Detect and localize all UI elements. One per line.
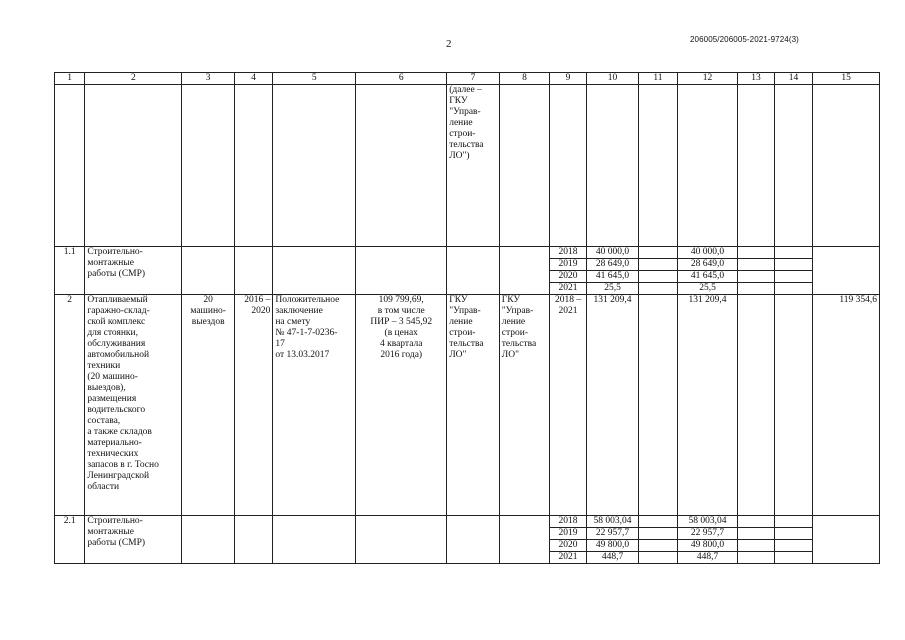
year-cell: 2021 [550, 552, 586, 564]
document-id: 206005/206005-2021-9724(3) [690, 35, 799, 44]
table-cell [738, 528, 774, 540]
value-cell: 40 000,0 [677, 247, 738, 259]
table-cell [774, 540, 812, 552]
customer-cell: ГКУ "Управ- ление строи- тельства ЛО" [447, 295, 500, 516]
header-cell: 15 [813, 73, 880, 85]
table-cell [639, 295, 677, 516]
row-number: 2 [55, 295, 85, 516]
header-cell: 13 [738, 73, 774, 85]
table-cell [738, 259, 774, 271]
table-cell [774, 516, 812, 528]
table-cell [639, 271, 677, 283]
table-cell [550, 85, 586, 247]
year-cell: 2019 [550, 259, 586, 271]
value-cell: 25,5 [586, 283, 639, 295]
table-cell [738, 247, 774, 259]
value-cell: 58 003,04 [586, 516, 639, 528]
row-number: 2.1 [55, 516, 85, 564]
page-number: 2 [446, 38, 452, 50]
year-cell: 2018 [550, 516, 586, 528]
table-row [55, 247, 880, 259]
work-name: Строительно- монтажные работы (СМР) [85, 247, 182, 295]
table-cell [356, 247, 447, 295]
value-cell: 131 209,4 [677, 295, 738, 516]
table-cell [639, 540, 677, 552]
value-cell: 58 003,04 [677, 516, 738, 528]
work-name: Строительно- монтажные работы (СМР) [85, 516, 182, 564]
header-cell: 10 [586, 73, 639, 85]
years-cell: 2018 – 2021 [550, 295, 586, 516]
value-cell: 448,7 [677, 552, 738, 564]
table-cell [182, 247, 235, 295]
table-row [55, 516, 880, 528]
value-cell: 25,5 [677, 283, 738, 295]
header-cell: 5 [273, 73, 356, 85]
header-cell: 11 [639, 73, 677, 85]
table-cell [639, 85, 677, 247]
customer-continuation: (далее – ГКУ "Управ- ление строи- тельства ЛО") [447, 85, 500, 247]
value-cell: 41 645,0 [586, 271, 639, 283]
table-cell [639, 259, 677, 271]
year-cell: 2021 [550, 283, 586, 295]
header-cell: 9 [550, 73, 586, 85]
table-cell [639, 528, 677, 540]
table-cell [639, 247, 677, 259]
table-cell [738, 540, 774, 552]
table-cell [447, 516, 500, 564]
value-cell: 22 957,7 [677, 528, 738, 540]
table-cell [774, 528, 812, 540]
table-cell [182, 516, 235, 564]
table-cell [447, 247, 500, 295]
table-cell [738, 552, 774, 564]
year-cell: 2020 [550, 271, 586, 283]
object-name: Отапливаемый гаражно-склад- ской комплекс для стоянки, обслуживания автомобильной техники (20 машино- выездов), размещения водительского состава, а также складов материально- технических запасов в г. Тосно Ленинградской области [85, 295, 182, 516]
header-cell: 3 [182, 73, 235, 85]
table-cell [639, 516, 677, 528]
table-cell [273, 516, 356, 564]
conclusion-cell: Положительное заключение на смету № 47-1-7-0236- 17 от 13.03.2017 [273, 295, 356, 516]
value-cell: 40 000,0 [586, 247, 639, 259]
table-cell [813, 85, 880, 247]
header-row [55, 73, 880, 85]
table-cell [85, 85, 182, 247]
table-cell [273, 85, 356, 247]
table-cell [738, 516, 774, 528]
value-cell: 448,7 [586, 552, 639, 564]
table-cell [499, 85, 550, 247]
header-cell: 1 [55, 73, 85, 85]
table-cell [774, 295, 812, 516]
table-cell [356, 85, 447, 247]
table-cell [234, 85, 272, 247]
header-cell: 6 [356, 73, 447, 85]
header-cell: 14 [774, 73, 812, 85]
table-cell [813, 516, 880, 564]
header-cell: 7 [447, 73, 500, 85]
table-cell [499, 516, 550, 564]
table-cell [774, 85, 812, 247]
table-cell [738, 271, 774, 283]
table-cell [738, 283, 774, 295]
developer-cell: ГКУ "Управ- ление строи- тельства ЛО" [499, 295, 550, 516]
table-cell [356, 516, 447, 564]
table-cell [774, 271, 812, 283]
header-cell: 4 [234, 73, 272, 85]
period-cell: 2016 – 2020 [234, 295, 272, 516]
value-cell: 131 209,4 [586, 295, 639, 516]
year-cell: 2020 [550, 540, 586, 552]
value-cell: 22 957,7 [586, 528, 639, 540]
header-cell: 8 [499, 73, 550, 85]
table-cell [499, 247, 550, 295]
value-cell: 49 800,0 [586, 540, 639, 552]
table-cell [774, 283, 812, 295]
value-cell: 41 645,0 [677, 271, 738, 283]
value-cell: 28 649,0 [586, 259, 639, 271]
table-row [55, 295, 880, 516]
table-cell [55, 85, 85, 247]
table-cell [586, 85, 639, 247]
value-cell: 119 354,6 [813, 295, 880, 516]
table-cell [639, 552, 677, 564]
year-cell: 2019 [550, 528, 586, 540]
header-cell: 2 [85, 73, 182, 85]
data-table [54, 72, 880, 564]
value-cell: 49 800,0 [677, 540, 738, 552]
header-cell: 12 [677, 73, 738, 85]
continuation-row [55, 85, 880, 247]
cost-cell: 109 799,69, в том числе ПИР – 3 545,92 (в ценах 4 квартала 2016 года) [356, 295, 447, 516]
table-cell [738, 85, 774, 247]
table-cell [234, 247, 272, 295]
table-cell [774, 247, 812, 259]
table-cell [774, 259, 812, 271]
table-cell [639, 283, 677, 295]
table-cell [813, 247, 880, 295]
table-cell [738, 295, 774, 516]
table-cell [273, 247, 356, 295]
row-number: 1.1 [55, 247, 85, 295]
capacity-cell: 20 машино- выездов [182, 295, 235, 516]
table-cell [234, 516, 272, 564]
year-cell: 2018 [550, 247, 586, 259]
table-cell [677, 85, 738, 247]
table-cell [182, 85, 235, 247]
value-cell: 28 649,0 [677, 259, 738, 271]
table-cell [774, 552, 812, 564]
